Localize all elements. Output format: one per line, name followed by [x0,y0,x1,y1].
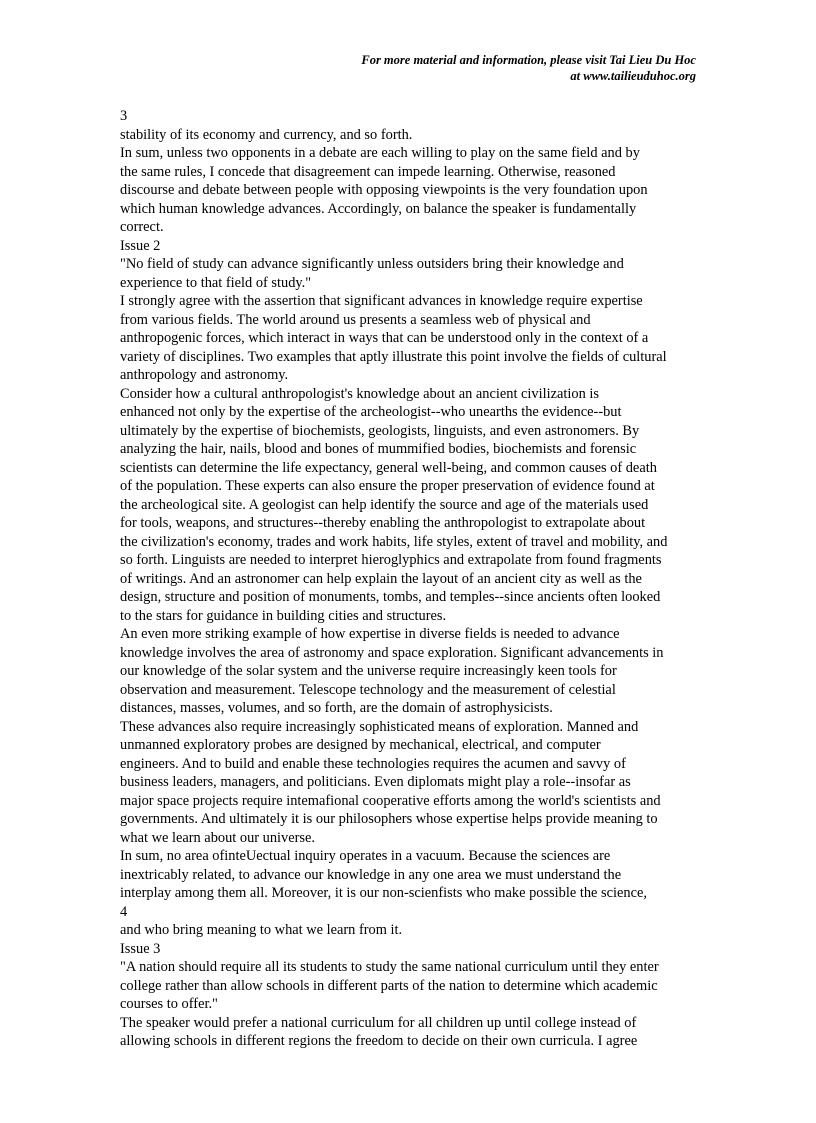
text-line: governments. And ultimately it is our philosophers whose expertise helps provide meaning to [120,811,658,827]
text-line: Issue 3 [120,940,161,957]
text-line: unmanned exploratory probes are designed by mechanical, electrical, and computer [120,737,601,753]
text-line: I strongly agree with the assertion that significant advances in knowledge require expertise [120,293,643,309]
text-line: engineers. And to build and enable these technologies requires the acumen and savvy of [120,755,626,772]
page-header [361,52,696,84]
document-body [120,107,682,1051]
text-line: interplay among them all. Moreover, it is our non-scienfists who make possible the science, [120,885,647,901]
text-line: major space projects require intemafional cooperative efforts among the world's scientists and [120,792,661,809]
text-line: of writings. And an astronomer can help explain the layout of an ancient city as well as the [120,570,642,587]
text-line: observation and measurement. Telescope technology and the measurement of celestial [120,681,616,698]
text-line: the same rules, I concede that disagreement can impede learning. Otherwise, reasoned [120,163,616,180]
text-line: variety of disciplines. Two examples that aptly illustrate this point involve the fields of cultural [120,348,667,365]
text-line: inextricably related, to advance our knowledge in any one area we must understand the [120,866,622,883]
text-line: correct. [120,219,164,235]
text-line: knowledge involves the area of astronomy and space exploration. Significant advancements in [120,644,664,661]
text-line: An even more striking example of how expertise in diverse fields is needed to advance [120,626,620,642]
text-line: "No field of study can advance significantly unless outsiders bring their knowledge and [120,256,624,272]
text-line: Issue 2 [120,237,161,254]
text-line: anthropology and astronomy. [120,367,289,383]
text-line: of the population. These experts can also ensure the proper preservation of evidence found at [120,478,655,494]
text-line: the civilization's economy, trades and work habits, life styles, extent of travel and mobility, and [120,533,668,550]
text-line: anthropogenic forces, which interact in ways that can be understood only in the context of a [120,330,649,346]
text-line: courses to offer." [120,996,218,1012]
text-line: so forth. Linguists are needed to interpret hieroglyphics and extrapolate from found fragments [120,552,662,568]
text-line: distances, masses, volumes, and so forth, are the domain of astrophysicists. [120,700,553,716]
text-line: enhanced not only by the expertise of the archeologist--who unearths the evidence--but [120,404,622,420]
text-line: Consider how a cultural anthropologist's knowledge about an ancient civilization is [120,385,599,402]
text-line: 3 [120,108,128,124]
text-line: and who bring meaning to what we learn from it. [120,922,403,938]
text-line: allowing schools in different regions the freedom to decide on their own curricula. I agree [120,1033,638,1049]
text-line: discourse and debate between people with opposing viewpoints is the very foundation upon [120,182,648,198]
text-line: business leaders, managers, and politicians. Even diplomats might play a role--insofar as [120,774,631,790]
text-line: ultimately by the expertise of biochemists, geologists, linguists, and even astronomers. By [120,422,640,439]
header-line-1: For more material and information, please visit Tai Lieu Du Hoc [361,53,696,67]
text-line: stability of its economy and currency, and so forth. [120,126,413,143]
text-line: what we learn about our universe. [120,829,316,846]
text-line: from various fields. The world around us presents a seamless web of physical and [120,311,591,328]
text-line: design, structure and position of monuments, tombs, and temples--since ancients often looked [120,589,661,605]
text-line: scientists can determine the life expectancy, general well-being, and common causes of death [120,459,657,476]
text-line: the archeological site. A geologist can help identify the source and age of the materials used [120,496,649,513]
text-line: experience to that field of study." [120,274,312,291]
text-line: "A nation should require all its students to study the same national curriculum until they enter [120,959,659,975]
text-line: In sum, no area ofinteUectual inquiry operates in a vacuum. Because the sciences are [120,848,611,864]
header-line-2: at www.tailieuduhoc.org [570,69,696,83]
text-line: to the stars for guidance in building cities and structures. [120,607,447,624]
text-line: which human knowledge advances. Accordingly, on balance the speaker is fundamentally [120,200,637,217]
text-line: The speaker would prefer a national curriculum for all children up until college instead of [120,1014,637,1031]
text-line: In sum, unless two opponents in a debate are each willing to play on the same field and by [120,145,640,161]
text-line: analyzing the hair, nails, blood and bones of mummified bodies, biochemists and forensic [120,441,637,457]
text-line: 4 [120,903,128,920]
text-line: college rather than allow schools in different parts of the nation to determine which academic [120,977,658,994]
text-line: These advances also require increasingly sophisticated means of exploration. Manned and [120,718,639,735]
text-line: for tools, weapons, and structures--thereby enabling the anthropologist to extrapolate about [120,515,646,531]
text-line: our knowledge of the solar system and the universe require increasingly keen tools for [120,663,617,679]
